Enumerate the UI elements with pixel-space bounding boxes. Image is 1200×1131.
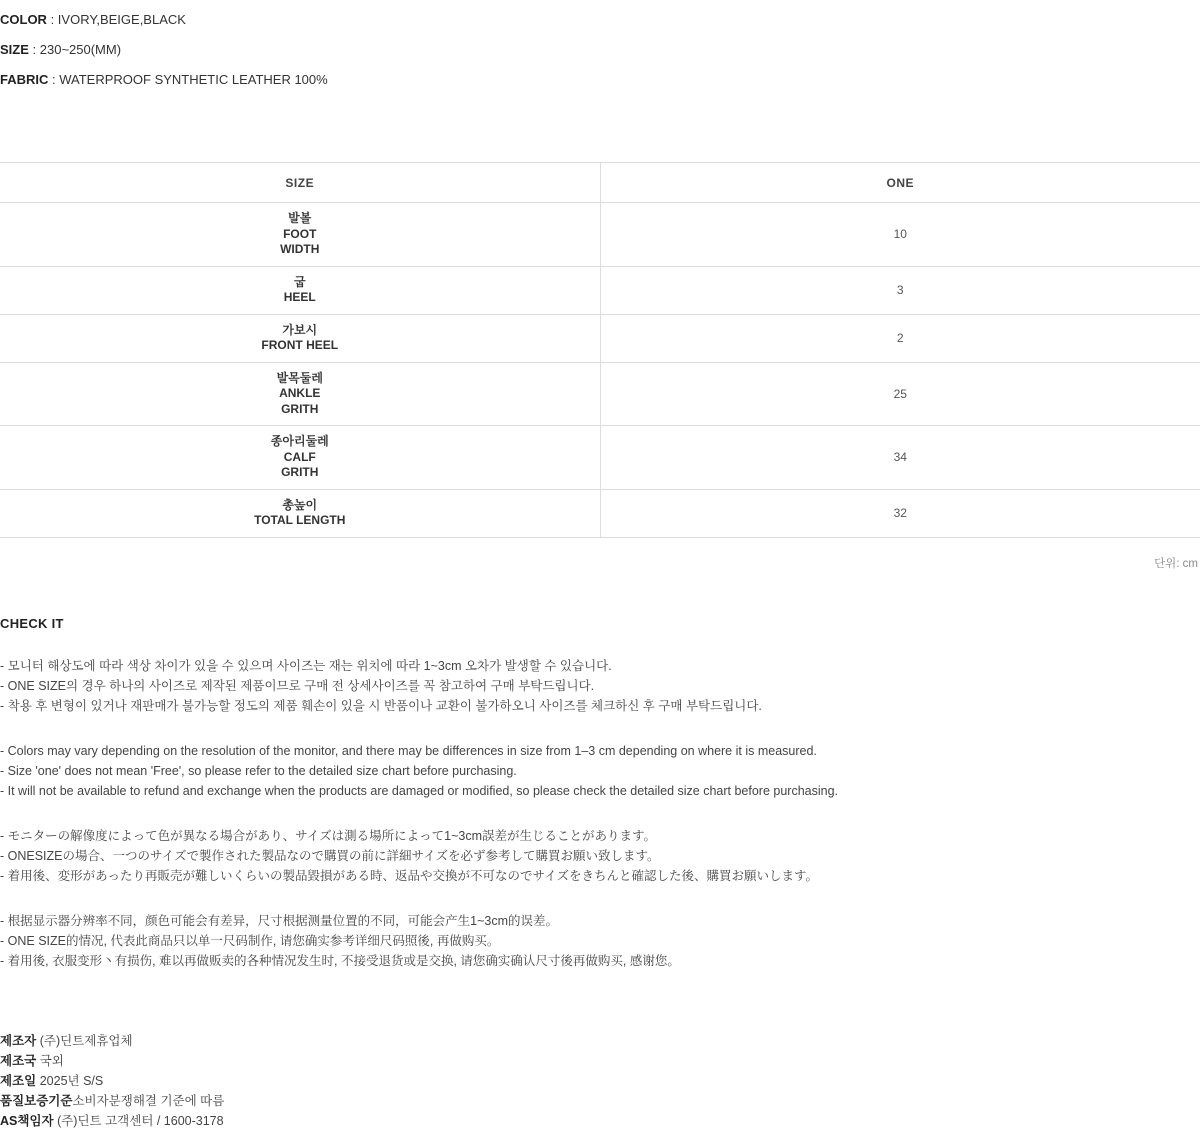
- note-line: - 着用後, 衣服变形丶有损伤, 难以再做贩卖的各种情况发生时, 不接受退货或是交换, 请您确实确认尺寸後再做购买, 感谢您。: [0, 953, 680, 968]
- maker-row-date: [0, 1071, 1200, 1091]
- note-line: - ONE SIZE의 경우 하나의 사이즈로 제작된 제품이므로 구매 전 상세사이즈를 꼭 참고하여 구매 부탁드립니다.: [0, 678, 595, 693]
- table-row: [0, 203, 1200, 267]
- maker-label-as: AS책임자: [0, 1113, 54, 1128]
- row-label-en2: GRITH: [281, 465, 319, 479]
- maker-label-warranty: 품질보증기준: [0, 1093, 73, 1108]
- manufacturer-info: [0, 1031, 1200, 1131]
- spec-label-color: COLOR: [0, 12, 47, 27]
- maker-value-date: 2025년 S/S: [36, 1073, 104, 1088]
- row-label-en1: FRONT HEEL: [261, 338, 339, 352]
- row-value-foot-width: 10: [600, 203, 1200, 267]
- row-label-ankle-grith: [0, 362, 600, 426]
- table-header-row: [0, 163, 1200, 203]
- note-line: - 모니터 해상도에 따라 색상 차이가 있을 수 있으며 사이즈는 재는 위치에 따라 1~3cm 오차가 발생할 수 있습니다.: [0, 658, 612, 673]
- row-value-calf-grith: 34: [600, 426, 1200, 490]
- notes-group-ja: [0, 826, 1200, 886]
- note-line: - 着用後、変形があったり再販売が難しいくらいの製品毀損がある時、返品や交換が不可なのでサイズをきちんと確認した後、購買お願いします。: [0, 868, 819, 883]
- table-row: [0, 489, 1200, 537]
- spec-value-size: 230~250(MM): [39, 42, 122, 57]
- maker-label-manufacturer: 제조자: [0, 1033, 37, 1048]
- check-it-title: CHECK IT: [0, 615, 64, 631]
- maker-row-as: [0, 1111, 1200, 1131]
- maker-label-country: 제조국: [0, 1053, 37, 1068]
- product-spec-list: [0, 0, 1200, 95]
- maker-row-manufacturer: [0, 1031, 1200, 1051]
- spec-separator-color: :: [46, 12, 58, 27]
- row-label-foot-width: [0, 203, 600, 267]
- row-label-en1: FOOT: [283, 226, 317, 241]
- row-value-heel: 3: [600, 266, 1200, 314]
- table-row: [0, 266, 1200, 314]
- maker-row-warranty: [0, 1091, 1200, 1111]
- row-label-total-length: [0, 489, 600, 537]
- note-line: - Size 'one' does not mean 'Free', so please refer to the detailed size chart before purchasing.: [0, 763, 517, 778]
- row-value-ankle-grith: 25: [600, 362, 1200, 426]
- spec-label-fabric: FABRIC: [0, 72, 49, 87]
- table-row: [0, 362, 1200, 426]
- size-chart-body: [0, 203, 1200, 538]
- size-chart-table: [0, 162, 1200, 538]
- table-row: [0, 426, 1200, 490]
- spec-row-size: [0, 35, 1200, 65]
- row-label-en2: GRITH: [281, 401, 319, 416]
- spec-value-color: IVORY,BEIGE,BLACK: [57, 12, 186, 27]
- header-size: SIZE: [0, 163, 600, 203]
- note-line: - モニターの解像度によって色が異なる場合があり、サイズは測る場所によって1~3cm誤差が生じることがあります。: [0, 828, 657, 843]
- size-chart-section: [0, 162, 1200, 571]
- header-one: ONE: [600, 163, 1200, 203]
- row-label-calf-grith: [0, 426, 600, 490]
- spec-label-size: SIZE: [0, 42, 29, 57]
- size-chart-head: [0, 163, 1200, 203]
- row-label-en2: WIDTH: [280, 242, 320, 256]
- row-value-front-heel: 2: [600, 314, 1200, 362]
- table-row: [0, 314, 1200, 362]
- spec-separator-size: :: [28, 42, 40, 57]
- row-label-ko: 종아리둘레: [270, 434, 329, 448]
- maker-label-date: 제조일: [0, 1073, 37, 1088]
- maker-value-country: 국외: [36, 1053, 64, 1068]
- row-label-ko: 총높이: [282, 497, 318, 512]
- notes-group-en: [0, 741, 1200, 801]
- notes-group-ko: [0, 656, 1200, 716]
- maker-value-as: (주)딘트 고객센터 / 1600-3178: [53, 1113, 224, 1128]
- spec-separator-fabric: :: [48, 72, 60, 87]
- note-line: - ONESIZEの場合、一つのサイズで製作された製品なので購買の前に詳細サイズを必ず参考して購買お願い致します。: [0, 848, 660, 863]
- row-value-total-length: 32: [600, 489, 1200, 537]
- spec-row-fabric: [0, 65, 1200, 95]
- note-line: - ONE SIZE的情况, 代表此商品只以单一尺码制作, 请您确实参考详细尺码照後, 再做购买。: [0, 933, 500, 948]
- spec-value-fabric: WATERPROOF SYNTHETIC LEATHER 100%: [59, 72, 328, 87]
- note-line: - 根据显示器分辨率不同，颜色可能会有差异，尺寸根据测量位置的不同，可能会产生1~3cm的误差。: [0, 913, 559, 928]
- row-label-en1: ANKLE: [279, 386, 321, 400]
- note-line: - Colors may vary depending on the resolution of the monitor, and there may be differences in size from 1–3 cm depending on where it is measured.: [0, 743, 817, 758]
- row-label-front-heel: [0, 314, 600, 362]
- size-chart-unit-note: 단위: cm: [1154, 557, 1198, 570]
- maker-row-country: [0, 1051, 1200, 1071]
- check-it-section: [0, 616, 1200, 971]
- row-label-ko: 굽: [293, 274, 306, 289]
- note-line: - 착용 후 변형이 있거나 재판매가 불가능할 정도의 제품 훼손이 있을 시 반품이나 교환이 불가하오니 사이즈를 체크하신 후 구매 부탁드립니다.: [0, 698, 762, 713]
- row-label-heel: [0, 266, 600, 314]
- row-label-en1: HEEL: [283, 290, 316, 304]
- row-label-ko: 발목둘레: [276, 370, 323, 385]
- row-label-ko: 가보시: [282, 322, 318, 337]
- spec-row-color: [0, 5, 1200, 35]
- note-line: - It will not be available to refund and exchange when the products are damaged or modified, so please check the detailed size chart before purchasing.: [0, 783, 839, 798]
- maker-value-warranty: 소비자분쟁해결 기준에 따름: [72, 1093, 225, 1108]
- row-label-ko: 발볼: [288, 211, 312, 225]
- row-label-en1: CALF: [283, 449, 316, 464]
- maker-value-manufacturer: (주)딘트제휴업체: [36, 1033, 133, 1048]
- row-label-en1: TOTAL LENGTH: [254, 513, 346, 527]
- notes-group-zh: [0, 911, 1200, 971]
